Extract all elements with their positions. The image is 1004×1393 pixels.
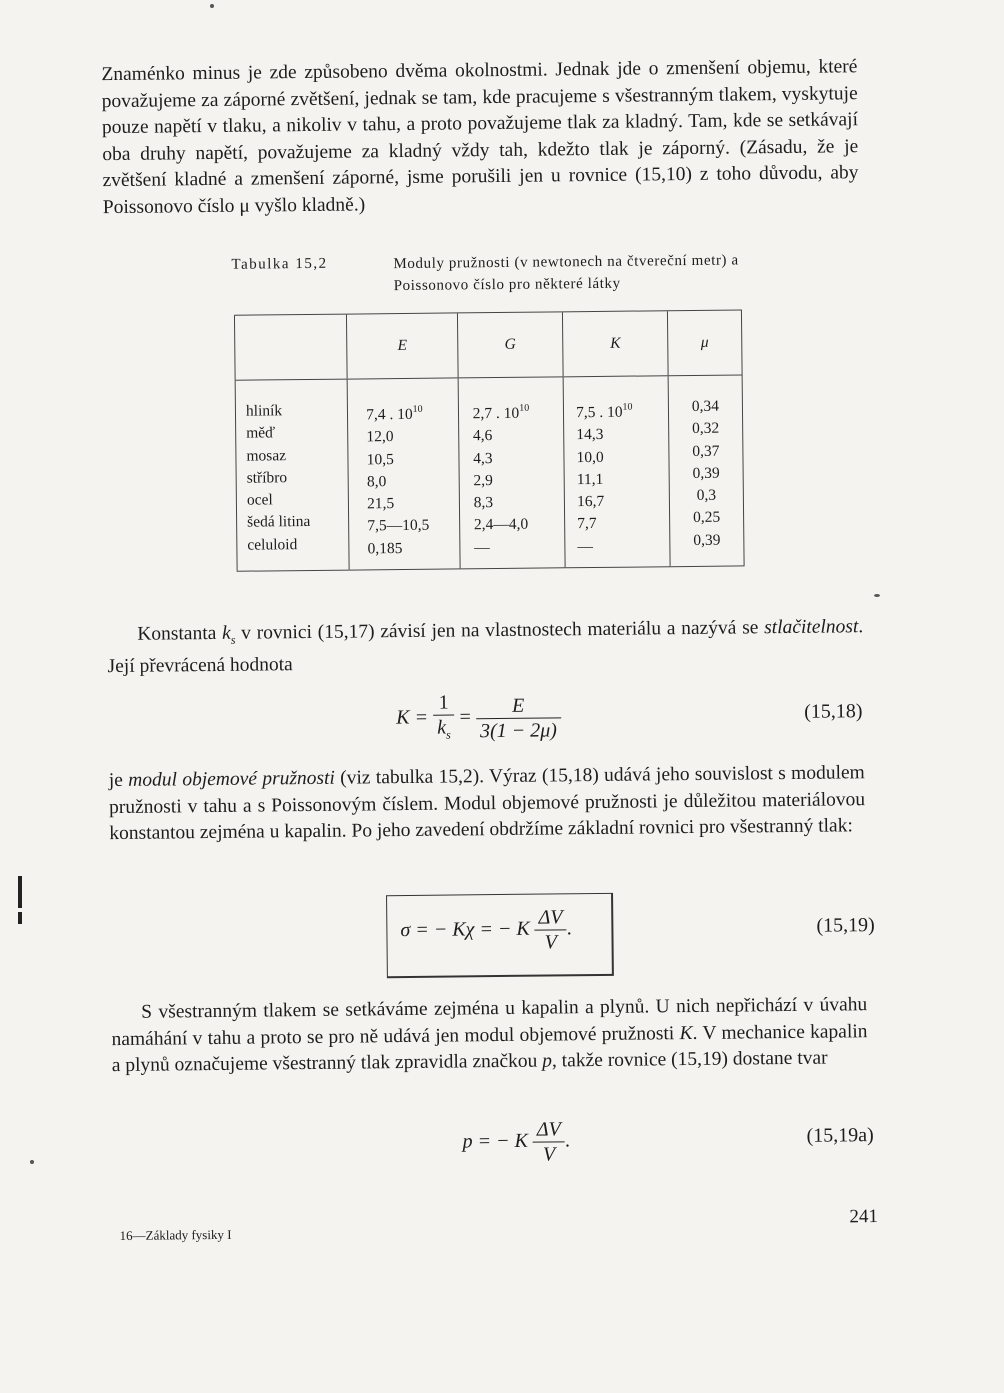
- scan-margin-mark: [18, 876, 22, 908]
- value-cell-k: 7,7: [577, 515, 597, 533]
- denominator: V: [544, 931, 558, 954]
- value-cell-g: 4,6: [472, 427, 493, 445]
- table-header-row: [234, 310, 742, 380]
- materials-column: [235, 379, 349, 571]
- eq-lhs: p = − K: [462, 1129, 529, 1153]
- equation-15-19a: [462, 1117, 570, 1167]
- paragraph-compressibility: [107, 614, 864, 681]
- material-cell: šedá litina: [247, 513, 311, 532]
- text: , takže rovnice (15,19) dostane tvar: [551, 1047, 828, 1072]
- value-cell-mu: 0,39: [693, 531, 721, 549]
- numerator: ΔV: [534, 905, 566, 930]
- value-cell-e: 7,5—10,5: [367, 517, 430, 535]
- exponent: 10: [519, 402, 530, 414]
- exponent: 10: [412, 403, 423, 415]
- table-body-row: [235, 375, 744, 571]
- term-compressibility: stlačitelnost: [764, 616, 859, 639]
- value-cell-g: 2,9: [473, 471, 493, 490]
- value-cell-k: —: [577, 537, 594, 555]
- exponent: 10: [622, 401, 633, 413]
- value-cell-k: 10,0: [576, 448, 604, 466]
- e-column: [347, 378, 460, 570]
- value-cell-e: 0,185: [367, 539, 403, 558]
- value-cell-k: 11,1: [576, 470, 604, 489]
- fraction-1-over-ks: [433, 690, 455, 746]
- text: . Její převrácená hodnota: [107, 616, 864, 678]
- value-cell-e: 8,0: [366, 473, 387, 491]
- material-cell: měď: [246, 424, 276, 442]
- fraction-dv-over-v: [534, 905, 566, 954]
- equation-number-15-19a: (15,19a): [806, 1124, 874, 1147]
- equation-15-19: [400, 905, 572, 956]
- value-cell-mu: 0,39: [692, 464, 720, 482]
- material-cell: mosaz: [246, 446, 287, 465]
- header-g: G: [457, 312, 563, 378]
- g-column: [458, 377, 565, 569]
- numerator: E: [476, 693, 561, 719]
- page-number: 241: [849, 1206, 879, 1228]
- equation-number-15-18: (15,18): [804, 700, 863, 723]
- text: Konstanta: [137, 622, 223, 645]
- eq-lhs: σ = − Kχ = − K: [400, 917, 530, 942]
- footer-signature: 16—Základy fysiky I: [119, 1226, 232, 1244]
- value-cell-mu: 0,3: [696, 486, 717, 505]
- scan-speck: [30, 1160, 34, 1164]
- material-cell: stříbro: [246, 469, 288, 487]
- numerator: 1: [433, 690, 455, 715]
- value-cell-e: 7,4 . $10^{10}$: [366, 403, 423, 424]
- subscript: s: [446, 727, 451, 742]
- material-cell: ocel: [246, 491, 273, 509]
- value-cell-e: 21,5: [367, 495, 395, 513]
- period: .: [564, 1129, 571, 1152]
- moduli-table: [234, 309, 745, 571]
- value-cell-k: 7,5 . $10^{10}$: [576, 401, 633, 422]
- table-caption: Moduly pružnosti (v newtonech na čtvereční metr) a Poissonovo číslo pro některé látky: [393, 252, 739, 295]
- text: je: [108, 769, 129, 792]
- equals: =: [459, 705, 471, 729]
- value-cell-mu: 0,25: [692, 509, 721, 527]
- header-e: E: [347, 313, 458, 379]
- material-cell: hliník: [245, 402, 283, 420]
- value-cell-k: 16,7: [576, 493, 605, 511]
- value-cell-mu: 0,34: [691, 397, 720, 415]
- eq-lhs: K =: [396, 706, 429, 729]
- header-blank: [234, 314, 347, 380]
- value-cell-g: 8,3: [473, 494, 494, 512]
- denominator: 3(1 − 2μ): [479, 718, 557, 742]
- k-column: [563, 376, 670, 568]
- numerator: ΔV: [533, 1117, 565, 1142]
- text: (viz tabulka 15,2). Výraz (15,18) udává jeho souvislost s modulem pružnosti v tahu a s Poissonovým číslem. Modul objemové pružnosti je důležitou materiálovou konstantou zejména u kapalin. Po jeho zavedení obdržíme základní rovnici pro všestranný tlak:: [108, 762, 866, 845]
- scan-speck: [874, 594, 880, 597]
- symbol-k: K: [679, 1022, 693, 1044]
- material-cell: celuloid: [247, 535, 298, 554]
- value-cell-e: 12,0: [366, 428, 394, 446]
- value-cell-g: 4,3: [473, 449, 493, 467]
- header-k: K: [563, 311, 669, 377]
- fraction-dv-over-v: [533, 1117, 565, 1166]
- value-cell-g: 2,7 . $10^{10}$: [472, 402, 530, 423]
- scan-margin-mark: [18, 912, 22, 924]
- scan-speck: [210, 4, 214, 8]
- equation-15-18: [396, 689, 561, 747]
- value-cell-g: —: [474, 538, 490, 557]
- intro-paragraph: Znaménko minus je zde způsobeno dvěma okolnostmi. Jednak jde o zmenšení objemu, které považujeme za záporné zvětšení, jednak se tam, kde pracujeme s všestranným tlakem, vyskytuje pouze napětí v tlaku, a nikoliv v tahu, a proto považujeme tlak za kladný. Tam, kde se setkávají oba druhy napětí, považujeme za kladný vždy tah, kdežto tlak je záporný. (Zásadu, že je zvětšení kladné a zmenšení záporné, jsme porušili jen u rovnice (15,10) z toho důvodu, aby Poissonovo číslo μ vyšlo kladně.): [101, 56, 859, 218]
- text: . V mechanice kapalin a plynů označujeme všestranný tlak zpravidla značkou: [111, 1020, 868, 1077]
- symbol-k: k: [222, 622, 231, 644]
- text: S všestranným tlakem se setkáváme zejména u kapalin a plynů. U nich nepřichází v úvahu namáhání v tahu a proto se pro ně udává jen modul objemové pružnosti: [111, 994, 868, 1050]
- value-cell-mu: 0,32: [692, 419, 720, 438]
- subscript-s: s: [230, 632, 236, 647]
- table-label: Tabulka 15,2: [231, 255, 328, 273]
- equation-number-15-19: (15,19): [816, 914, 875, 937]
- paragraph-bulk-modulus: [109, 760, 866, 847]
- value-cell-k: 14,3: [576, 426, 604, 444]
- value-cell-g: 2,4—4,0: [473, 516, 529, 534]
- symbol-p: p: [542, 1050, 553, 1072]
- denominator: k: [437, 716, 447, 739]
- term-bulk-modulus: modul objemové pružnosti: [128, 767, 336, 791]
- period: .: [566, 917, 572, 940]
- fraction-e-over-3: [476, 693, 561, 743]
- paragraph-fluids: [111, 992, 868, 1079]
- text: v rovnici (15,17) závisí jen na vlastnostech materiálu a nazývá se: [235, 617, 765, 644]
- denominator: V: [542, 1143, 556, 1166]
- value-cell-e: 10,5: [366, 450, 394, 468]
- header-mu: μ: [667, 310, 742, 376]
- value-cell-mu: 0,37: [692, 442, 720, 460]
- mu-column: [668, 375, 744, 567]
